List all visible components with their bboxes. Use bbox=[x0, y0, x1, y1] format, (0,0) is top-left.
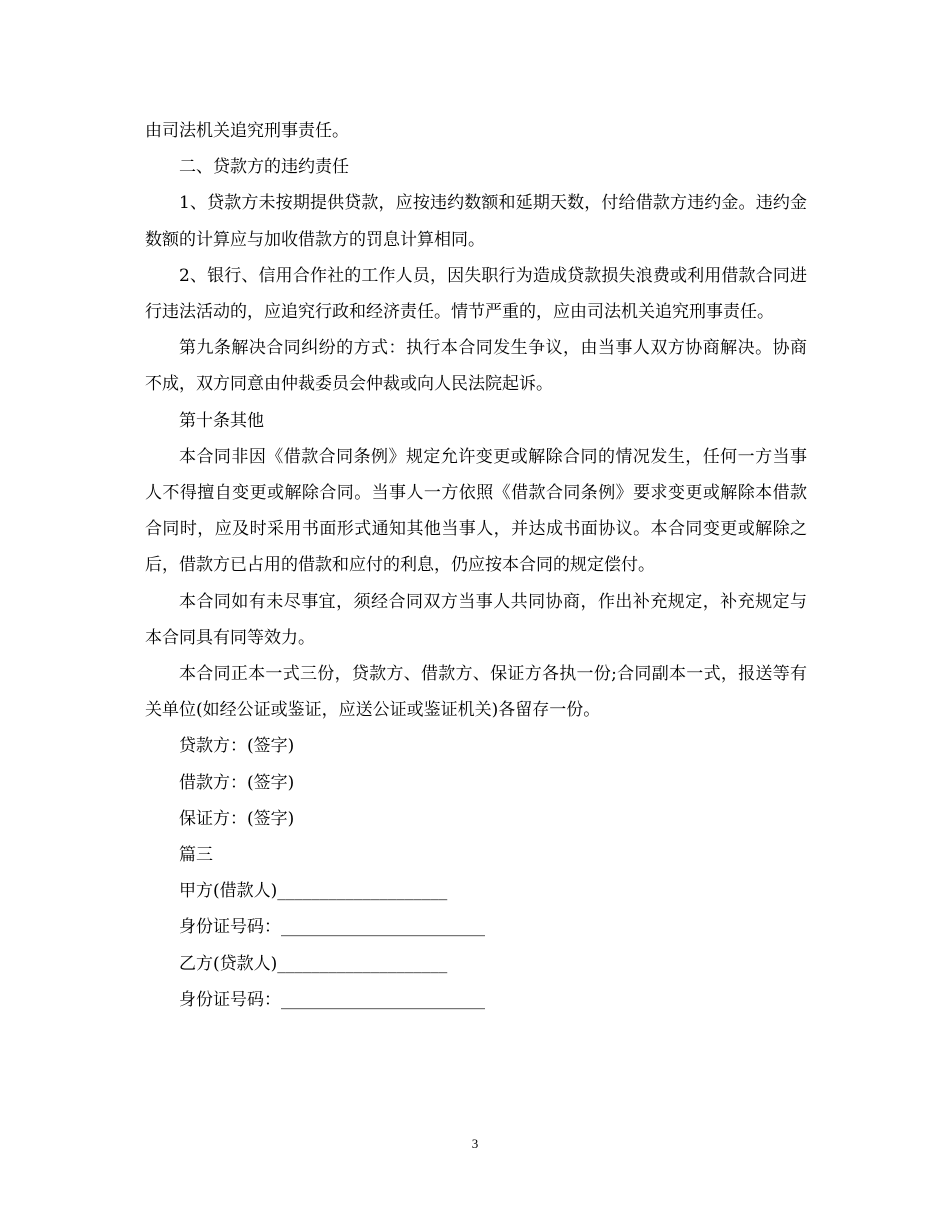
paragraph: 第九条解决合同纠纷的方式：执行本合同发生争议，由当事人双方协商解决。协商不成，双方同意由仲裁委员会仲裁或向人民法院起诉。 bbox=[145, 338, 807, 395]
paragraph: 1、贷款方未按期提供贷款，应按违约数额和延期天数，付给借款方违约金。违约金数额的计算应与加收借款方的罚息计算相同。 bbox=[145, 193, 807, 250]
signature-line-lender: 贷款方：(签字) bbox=[179, 736, 295, 757]
form-field-party-a bbox=[145, 873, 807, 909]
section-heading: 第十条其他 bbox=[179, 410, 264, 431]
section-heading: 篇三 bbox=[179, 845, 213, 866]
field-label: 身份证号码： bbox=[179, 917, 281, 938]
paragraph: 本合同如有未尽事宜，须经合同双方当事人共同协商，作出补充规定，补充规定与本合同具有同等效力。 bbox=[145, 591, 807, 648]
field-blank: ____________________ bbox=[277, 953, 448, 974]
field-label: 乙方(贷款人) bbox=[179, 953, 278, 974]
field-label: 甲方(借款人) bbox=[179, 881, 278, 902]
paragraph: 本合同正本一式三份，贷款方、借款方、保证方各执一份;合同副本一式，报送等有关单位(如经公证或鉴证，应送公证或鉴证机关)各留存一份。 bbox=[145, 664, 807, 721]
field-blank: ____________________ bbox=[277, 881, 448, 902]
form-field-party-b bbox=[145, 946, 807, 982]
section-heading: 二、贷款方的违约责任 bbox=[179, 157, 349, 178]
paragraph: 由司法机关追究刑事责任。 bbox=[145, 121, 349, 141]
signature-line-guarantor: 保证方：(签字) bbox=[179, 808, 295, 829]
paragraph: 本合同非因《借款合同条例》规定允许变更或解除合同的情况发生，任何一方当事人不得擅自变更或解除合同。当事人一方依照《借款合同条例》要求变更或解除本借款合同时，应及时采用书面形式通知其他当事人，并达成书面协议。本合同变更或解除之后，借款方已占用的借款和应付的利息，仍应按本合同的规定偿付。 bbox=[145, 446, 807, 576]
form-field-id-number-b bbox=[145, 982, 807, 1018]
field-label: 身份证号码： bbox=[179, 989, 281, 1010]
page-number: 3 bbox=[471, 1136, 479, 1151]
document-body bbox=[145, 113, 807, 1018]
signature-line-borrower: 借款方：(签字) bbox=[179, 772, 295, 793]
field-blank: ________________________ bbox=[281, 989, 485, 1010]
form-field-id-number-a bbox=[145, 909, 807, 945]
paragraph: 2、银行、信用合作社的工作人员，因失职行为造成贷款损失浪费或利用借款合同进行违法活动的，应追究行政和经济责任。情节严重的，应由司法机关追究刑事责任。 bbox=[145, 265, 807, 323]
field-blank: ________________________ bbox=[281, 917, 485, 938]
